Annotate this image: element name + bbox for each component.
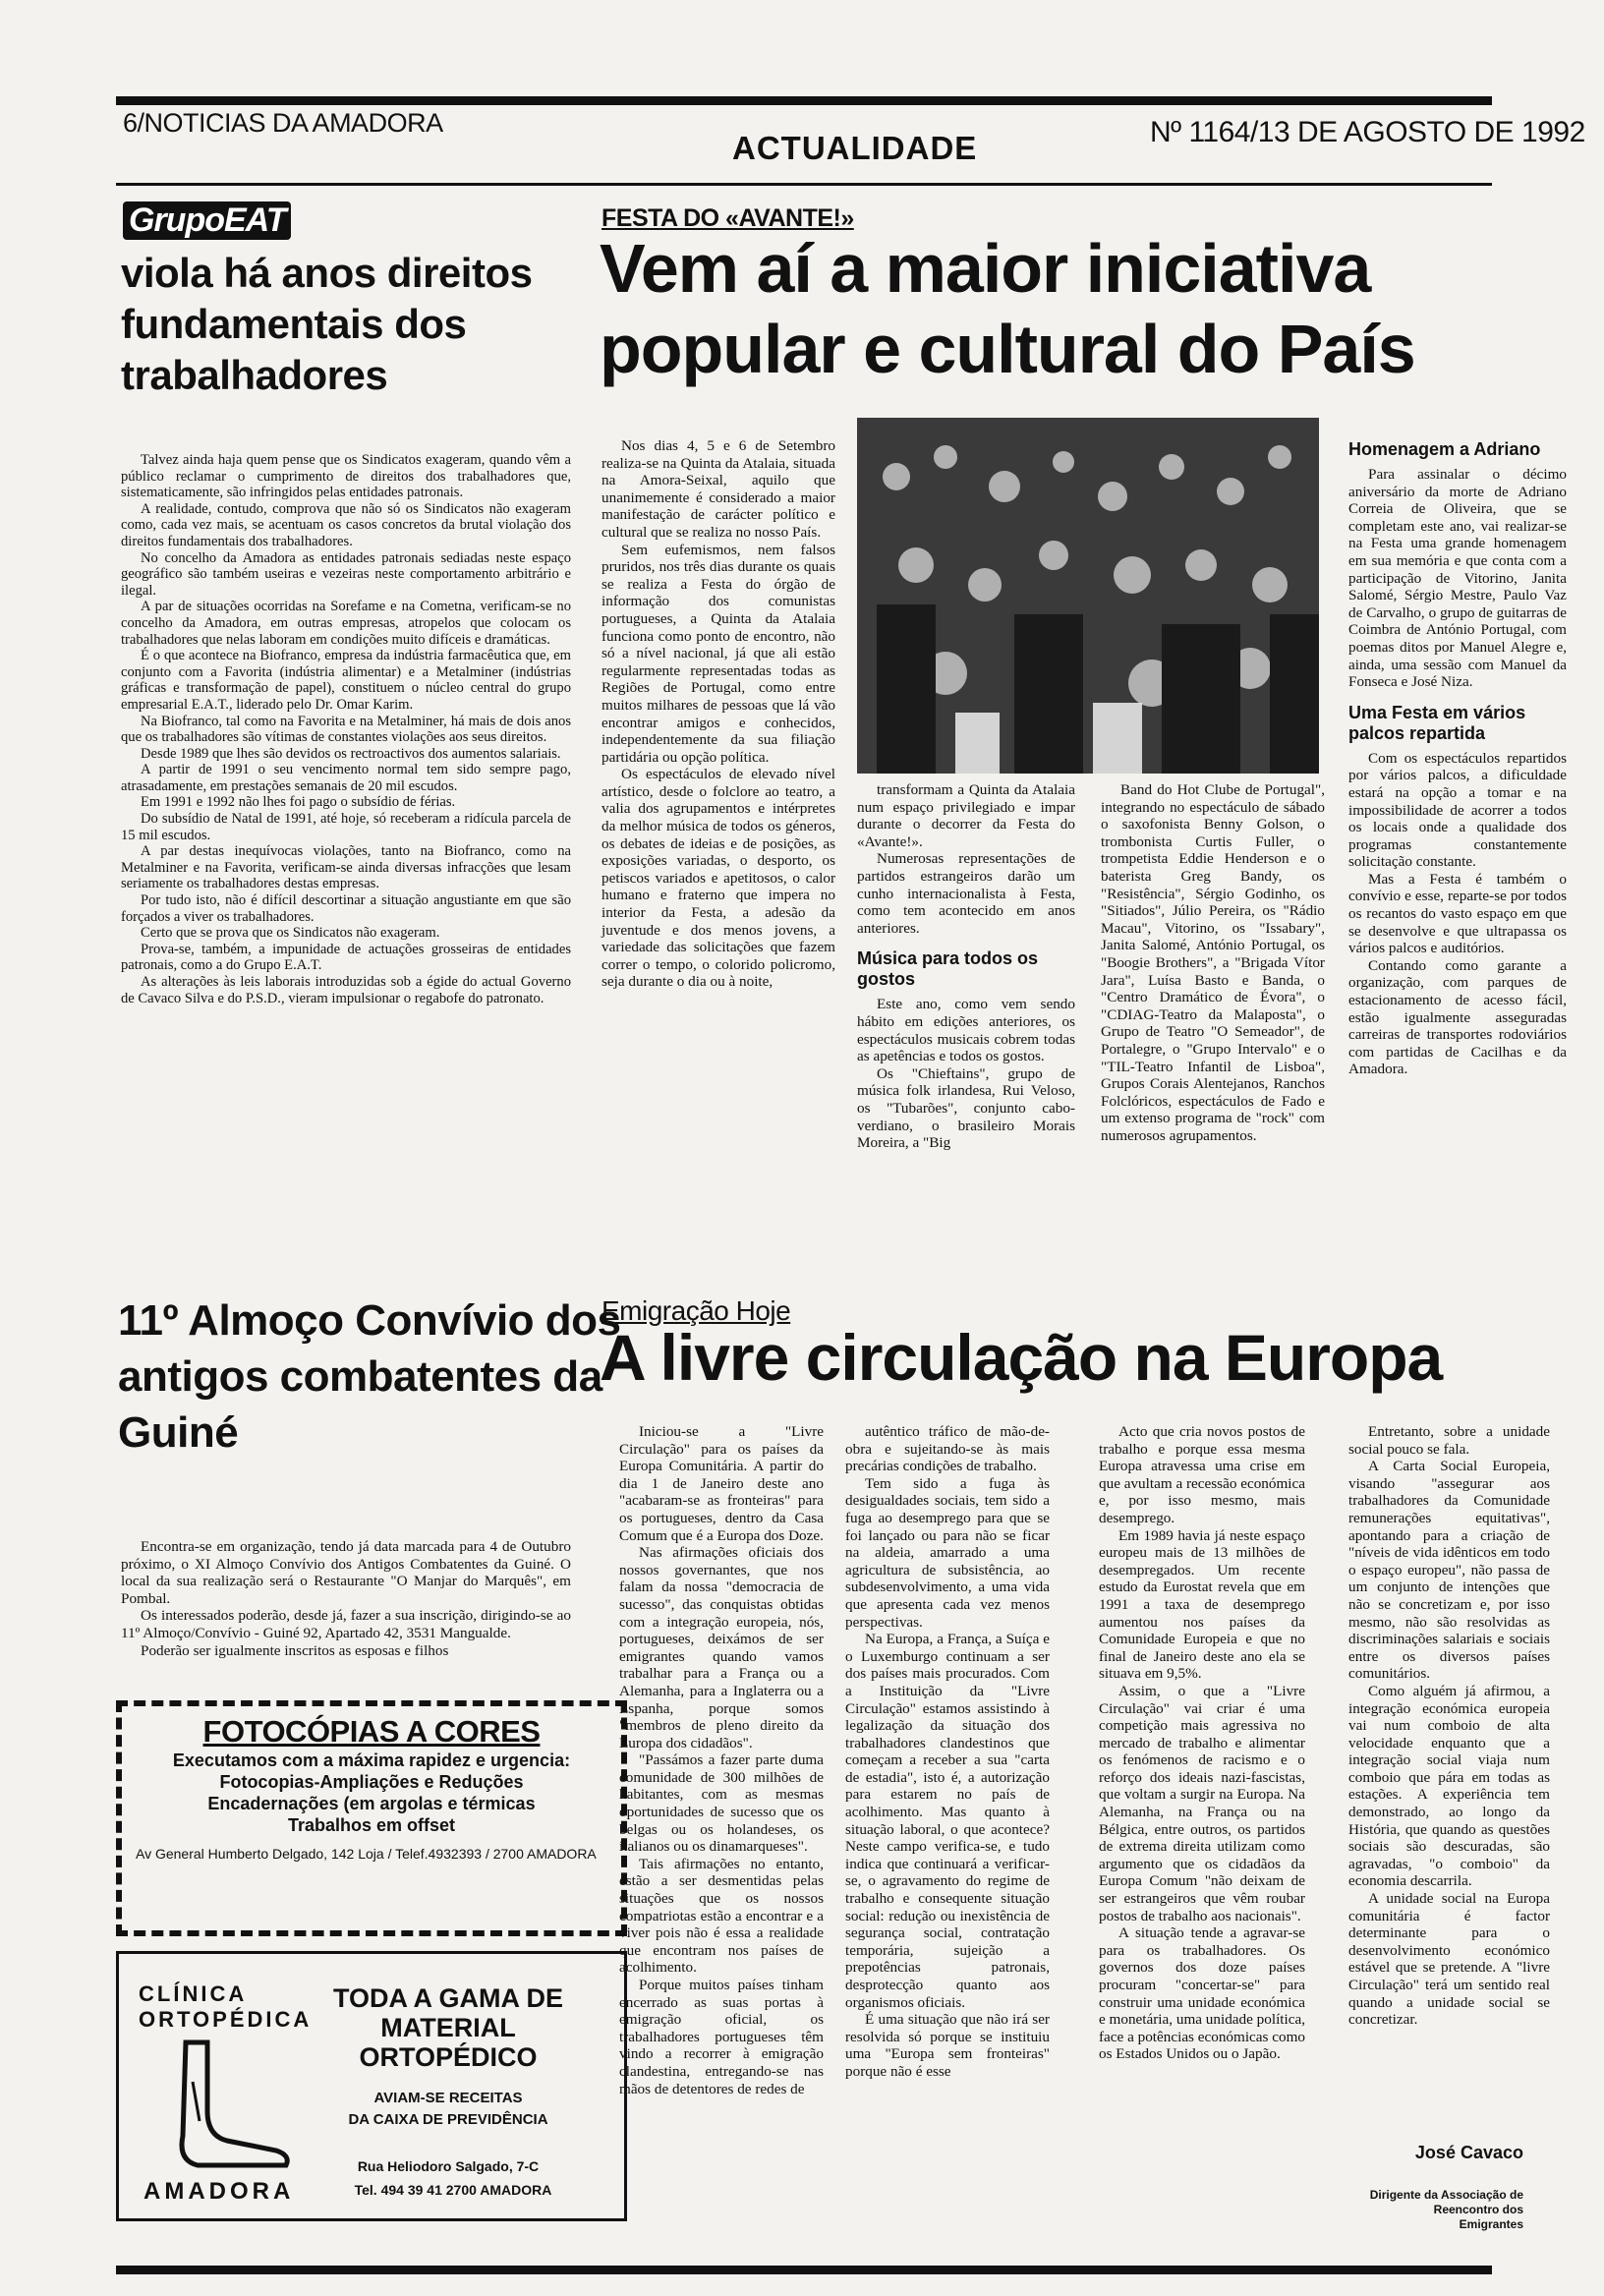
paragraph: Numerosas representações de partidos estrangeiros darão um cunho internacionalista à Festa, como tem acontecido em anos anteriores.	[857, 850, 1075, 937]
guine-headline: 11º Almoço Convívio dos antigos combatentes da Guiné	[118, 1296, 621, 1457]
paragraph: Entretanto, sobre a unidade social pouco se fala.	[1348, 1423, 1550, 1458]
avante-column-3	[1101, 781, 1325, 1144]
fotocopias-ad	[116, 1700, 627, 1936]
avante-column-4	[1348, 428, 1567, 1078]
paragraph: Os "Chieftains", grupo de música folk irlandesa, Rui Veloso, os "Tubarões", conjunto cabo-verdiano, o brasileiro Morais Moreira, a "Big	[857, 1064, 1075, 1152]
emig-signature-name: José Cavaco	[1414, 2143, 1523, 2162]
eat-body	[121, 452, 571, 1006]
clinica-line-2: DA CAIXA DE PREVIDÊNCIA	[348, 2111, 548, 2128]
paragraph: Acto que cria novos postos de trabalho e porque essa mesma Europa atravessa uma crise em que avultam a recessão económica e, por isso mesmo, mais desemprego.	[1099, 1423, 1305, 1526]
paragraph: A par de situações ocorridas na Sorefame e na Cometna, verificam-se no concelho da Amadora, em outras empresas, atropelos que colocam os trabalhadores que nelas laboram em condições muito difíceis e dramáticas.	[121, 599, 571, 648]
paragraph: Em 1991 e 1992 não lhes foi pago o subsídio de férias.	[141, 794, 456, 811]
paragraph: Assim, o que a "Livre Circulação" vai criar é uma competição mais agressiva no mercado de trabalho e alimentar os fenómenos de racismo e o reforço dos ideais nazi-fascistas, que voltam a surgir na Europa. Na Alemanha, na França ou na Bélgica, entre outros, os partidos de extrema direita utilizam como argumento que os cidadãos da Europa Comum "não deixam de ser estrangeiros que vêm roubar postos de trabalho aos nacionais".	[1099, 1682, 1305, 1924]
festival-crowd-photo	[857, 418, 1319, 774]
clinica-line-1: AVIAM-SE RECEITAS	[373, 2090, 523, 2106]
avante-column-1	[602, 437, 835, 991]
emig-kicker: Emigração Hoje	[602, 1295, 791, 1326]
paragraph: É o que acontece na Biofranco, empresa da indústria farmacêutica que, em conjunto com a Favorita (indústria alimentar) e a Metalminer (indústrias gráficas e transformação de papel), constituem o núcleo central do grupo empresarial E.A.T., liderado pelo Dr. Omar Karim.	[121, 648, 571, 713]
paragraph: Iniciou-se a "Livre Circulação" para os países da Europa Comunitária. A partir do dia 1 de Janeiro deste ano "acabaram-se as fronteiras" para os portugueses, dentro da Casa Comum que é a Europa dos Doze.	[619, 1423, 824, 1544]
avante-column-2	[857, 781, 1075, 1152]
paragraph: Poderão ser igualmente inscritos as esposas e filhos	[141, 1641, 449, 1659]
paragraph: A partir de 1991 o seu vencimento normal tem sido sempre pago, atrasadamente, em prestações semanais de 20 mil escudos.	[121, 762, 571, 794]
clinica-logo-top: CLÍNICA ORTOPÉDICA	[139, 1981, 313, 2032]
page-label: 6/NOTICIAS DA AMADORA	[123, 108, 443, 138]
emig-column-1	[619, 1423, 824, 2097]
paragraph: Certo que se prova que os Sindicatos não exageram.	[141, 925, 440, 942]
paragraph: Para assinalar o décimo aniversário da morte de Adriano Correia de Oliveira, que se completam este ano, vai realizar-se na Festa uma grande homenagem em sua memória e que conta com a participação de Vitorino, Janita Salomé, Sérgio Mestre, Paulo Vaz de Carvalho, o grupo de guitarras de Coimbra de António Portugal, com poemas ditos por Manuel Alegre e, ainda, uma sessão com Manuel da Fonseca e José Niza.	[1348, 466, 1567, 691]
paragraph: Com os espectáculos repartidos por vários palcos, a dificuldade estará na opção a tomar e na impossibilidade de acorrer a todos os locais onde a qualidade dos programas constantemente solicitação constante.	[1348, 749, 1567, 871]
clinica-ad	[116, 1951, 627, 2221]
fotocopias-ad-line-3: Encadernações (em argolas e térmicas	[207, 1794, 536, 1813]
emig-column-4	[1348, 1423, 1550, 2029]
paragraph: A Carta Social Europeia, visando "assegurar aos trabalhadores da Comunidade remunerações equitativas", apontando para a criação de "níveis de vida idênticos em todo o espaço europeu", não passa de um conjunto de intenções que não se concretizam e, por isso mesmo, não são resolvidas as discriminações salariais e sociais entre os diversos países comunitários.	[1348, 1458, 1550, 1683]
column-subheading: Homenagem a Adriano	[1348, 439, 1541, 459]
paragraph: Encontra-se em organização, tendo já data marcada para 4 de Outubro próximo, o XI Almoço Convívio dos Antigos Combatentes da Guiné. O local da sua realização será o Restaurante "O Manjar do Marquês", em Pombal.	[121, 1538, 571, 1607]
paragraph: Em 1989 havia já neste espaço europeu mais de 13 milhões de desempregados. Um recente estudo da Eurostat revela que em 1991 a taxa de desemprego aumentou nos países da Comunidade Europeia e que no final de Janeiro deste ano ela se situava em 9,5%.	[1099, 1526, 1305, 1683]
paragraph: Tem sido a fuga às desigualdades sociais, tem sido a fuga ao desemprego para que se foi lançado ou para não se ficar na aldeia, amarrado a uma agricultura de subsistência, ao subdesenvolvimento, a uma vida que apresenta cada vez menos perspectivas.	[845, 1474, 1050, 1631]
paragraph: Band do Hot Clube de Portugal", integrando no espectáculo de sábado o saxofonista Benny Golson, o trombonista Curtis Fuller, o trompetista Eddie Henderson e o baterista Greg Bandy, os "Resistência", Sérgio Godinho, os "Sitiados", Júlio Pereira, os "Rádio Macau", Vitorino, os "Issabary", Janita Salomé, António Portugal, os "Boogie Brothers", a "Brigada Vítor Jara", Luísa Basto e Banda, o "Centro Dramático de Évora", o "CDIAG-Teatro da Malaposta", o Grupo de Teatro "O Semeador", de Portalegre, o "Grupo Intervalo" e o "TIL-Teatro Infantil de Lisboa", Grupos Corais Alentejanos, Ranchos Folclóricos, espectáculos de Fado e um extenso programa de "rock" com numerosos agrupamentos.	[1101, 781, 1325, 1144]
fotocopias-ad-line-1: Executamos com a máxima rapidez e urgencia:	[172, 1751, 571, 1770]
paragraph: É uma situação que não irá ser resolvida só porque se instituiu uma "Europa sem fronteiras" porque não é esse	[845, 2011, 1050, 2080]
paragraph: Nos dias 4, 5 e 6 de Setembro realiza-se na Quinta da Atalaia, situada na Amora-Seixal, aquilo que unanimemente é considerado a maior manifestação de carácter político e cultural que se realiza no nosso País.	[602, 437, 835, 541]
paragraph: Porque muitos países tinham encerrado as suas portas à emigração oficial, os trabalhadores portugueses têm vindo a recorrer à emigração clandestina, entregando-se nas mãos de detentores de redes de	[619, 1977, 824, 2097]
column-subheading: Uma Festa em vários palcos repartida	[1348, 702, 1526, 743]
paragraph: Este ano, como vem sendo hábito em edições anteriores, os espectáculos musicais cobrem todas as apetências e todos os gostos.	[857, 996, 1075, 1065]
eat-headline: viola há anos direitos fundamentais dos trabalhadores	[121, 250, 533, 398]
paragraph: As alterações às leis laborais introduzidas sob a égide do actual Governo de Cavaco Silva e do P.S.D., vieram impulsionar o regabofe do patronato.	[121, 974, 571, 1006]
paragraph: No concelho da Amadora as entidades patronais sediadas neste espaço geográfico são também useiras e vezeiras neste comportamento arbitrário e ilegal.	[121, 549, 571, 599]
column-subheading: Música para todos os gostos	[857, 948, 1039, 990]
paragraph: "Passámos a fazer parte duma comunidade de 300 milhões de habitantes, com as mesmas oportunidades de sucesso que os belgas ou os holandeses, os italianos ou os dinamarqueses".	[619, 1751, 824, 1856]
crowd-image	[857, 418, 1319, 774]
paragraph: Mas a Festa é também o convívio e esse, reparte-se por todos os recantos do vasto espaço em que se desenvolve e que ultrapassa os vários palcos e auditórios.	[1348, 870, 1567, 957]
issue-date: Nº 1164/13 DE AGOSTO DE 1992	[1150, 116, 1585, 148]
clinica-phone: Tel. 494 39 41 2700 AMADORA	[354, 2182, 552, 2198]
top-rule	[116, 96, 1492, 105]
paragraph: A realidade, contudo, comprova que não só os Sindicatos não exageram como, cada vez mais, se acentuam os casos concretos da brutal violação dos direitos fundamentais dos trabalhadores.	[121, 500, 571, 549]
section-title: ACTUALIDADE	[732, 130, 978, 166]
clinica-address: Rua Heliodoro Salgado, 7-C	[357, 2158, 540, 2174]
fotocopias-ad-title: FOTOCÓPIAS A CORES	[202, 1714, 541, 1749]
paragraph: transformam a Quinta da Atalaia num espaço privilegiado e impar durante o decorrer da Festa do «Avante!».	[857, 781, 1075, 850]
guine-body	[121, 1538, 571, 1659]
fotocopias-ad-address: Av General Humberto Delgado, 142 Loja / Telef.4932393 / 2700 AMADORA	[136, 1846, 597, 1862]
paragraph: Talvez ainda haja quem pense que os Sindicatos exageram, quando vêm a público reclamar o cumprimento de direitos dos trabalhadores que, sistematicamente, são infringidos pelas entidades patronais.	[121, 452, 571, 501]
paragraph: Contando como garante a organização, com parques de estacionamento de acesso fácil, estão igualmente asseguradas carreiras de transportes rodoviários com partidas de Cacilhas e da Amadora.	[1348, 956, 1567, 1078]
emig-column-3	[1099, 1423, 1305, 2063]
paragraph: Do subsídio de Natal de 1991, até hoje, só receberam a ridícula parcela de 15 mil escudos.	[121, 811, 571, 843]
paragraph: Prova-se, também, a impunidade de actuações grosseiras de entidades patronais, como a do Grupo E.A.T.	[121, 941, 571, 974]
clinica-title: TODA A GAMA DE MATERIAL ORTOPÉDICO	[333, 1983, 563, 2072]
paragraph: Nas afirmações oficiais dos nossos governantes, que nos falam da nossa "democracia de sucesso", das conquistas obtidas com a integração europeia, nós, portugueses, deixámos de ser emigrantes quando vamos trabalhar para a França ou a Alemanha, para a Inglaterra ou a Espanha, porque somos "membros de pleno direito da Europa dos cidadãos".	[619, 1544, 824, 1751]
paragraph: Por tudo isto, não é difícil descortinar a situação angustiante em que são forçados a viver os trabalhadores.	[121, 892, 571, 925]
paragraph: A situação tende a agravar-se para os trabalhadores. Os governos dos doze países procuram "concertar-se" para construir uma unidade económica e monetária, uma unidade política, face a potências económicas como os Estados Unidos ou o Japão.	[1099, 1924, 1306, 2063]
paragraph: Os espectáculos de elevado nível artístico, desde o folclore ao teatro, a valia dos agrupamentos e intérpretes da melhor música de todos os géneros, os debates de ideias e de posições, as exposições variadas, o desporto, os petiscos variados e apetitosos, o calor humano e fraterno que impera no interior da Festa, a adesão da juventude e dos menos jovens, a variedade das solicitações que fazem correr o tempo, o colorido policromo, seja durante o dia ou à noite,	[602, 766, 835, 991]
emig-signature-role: Dirigente da Associação de Reencontro dos Emigrantes	[1369, 2188, 1523, 2231]
emig-column-2	[845, 1423, 1050, 2081]
paragraph: Tais afirmações no entanto, estão a ser desmentidas pelas situações que os nossos compatriotas estão a encontrar e a viver pois não é essa a realidade que encontram nos países de acolhimento.	[619, 1855, 824, 1977]
paragraph: A unidade social na Europa comunitária é factor determinante para o desenvolvimento económico estável que se pretende. A "livre Circulação" terá um sentido real quando a unidade social se concretizar.	[1348, 1890, 1550, 2029]
grupo-eat-logo: GrupoEAT	[123, 201, 291, 240]
masthead-rule	[116, 183, 1492, 186]
paragraph: Na Biofranco, tal como na Favorita e na Metalminer, há mais de dois anos que os trabalhadores são vítimas de constantes violações aos seus direitos.	[121, 713, 571, 746]
paragraph: Sem eufemismos, nem falsos pruridos, nos três dias durante os quais se realiza a Festa do órgão de informação dos comunistas portugueses, a Quinta da Atalaia funciona como ponto de encontro, não só a nível nacional, já que ali estão regularmente representadas todas as Regiões de Portugal, como entre muitos milhares de pessoas que lá vão encontrar amigos e conhecidos, independentemente da sua filiação partidária ou opção política.	[602, 541, 835, 766]
bottom-rule	[116, 2266, 1492, 2274]
paragraph: Os interessados poderão, desde já, fazer a sua inscrição, dirigindo-se ao 11º Almoço/Convívio - Guiné 92, Apartado 42, 3531 Mangualde.	[121, 1607, 571, 1641]
paragraph: Na Europa, a França, a Suíça e o Luxemburgo continuam a ser dos países mais procurados. Com a Instituição da "Livre Circulação" estamos assistindo à legalização da situação dos trabalhadores clandestinos que começam a receber a sua "carta de estadia", isto é, a autorização para estarem no país de acolhimento. Mas quanto à situação laboral, o que acontece? Neste campo verifica-se, e tudo indica que continuará a verificar-se, o agravamento do regime de trabalho e consequente situação social: redução ou inexistência de segurança social, contratação temporária, sujeição a prepotências patronais, desprotecção quanto aos organismos oficiais.	[845, 1631, 1050, 2011]
fotocopias-ad-line-2: Fotocopias-Ampliações e Reduções	[219, 1772, 524, 1792]
emig-headline: A livre circulação na Europa	[600, 1321, 1443, 1394]
paragraph: Como alguém já afirmou, a integração económica europeia vai num comboio de alta velocidade enquanto que a integração social viaja num comboio que pára em todas as estações. A experiência tem demonstrado, ao longo da História, que quando as questões sociais são descuradas, são agravadas, "o comboio" da economia descarrila.	[1348, 1682, 1550, 1890]
avante-kicker: FESTA DO «AVANTE!»	[602, 204, 854, 232]
clinica-logo-bottom: AMADORA	[143, 2178, 295, 2205]
paragraph: A par destas inequívocas violações, tanto na Biofranco, como na Metalminer e na Favorita, verificam-se ainda diversas infracções que lesam seriamente os trabalhadores destas empresas.	[121, 843, 571, 892]
fotocopias-ad-line-4: Trabalhos em offset	[287, 1815, 456, 1835]
paragraph: autêntico tráfico de mão-de-obra e sujeitando-se às mais precárias condições de trabalho.	[845, 1423, 1050, 1475]
paragraph: Desde 1989 que lhes são devidos os rectroactivos dos aumentos salariais.	[141, 745, 561, 762]
avante-headline: Vem aí a maior iniciativa popular e cultural do País	[600, 230, 1415, 387]
